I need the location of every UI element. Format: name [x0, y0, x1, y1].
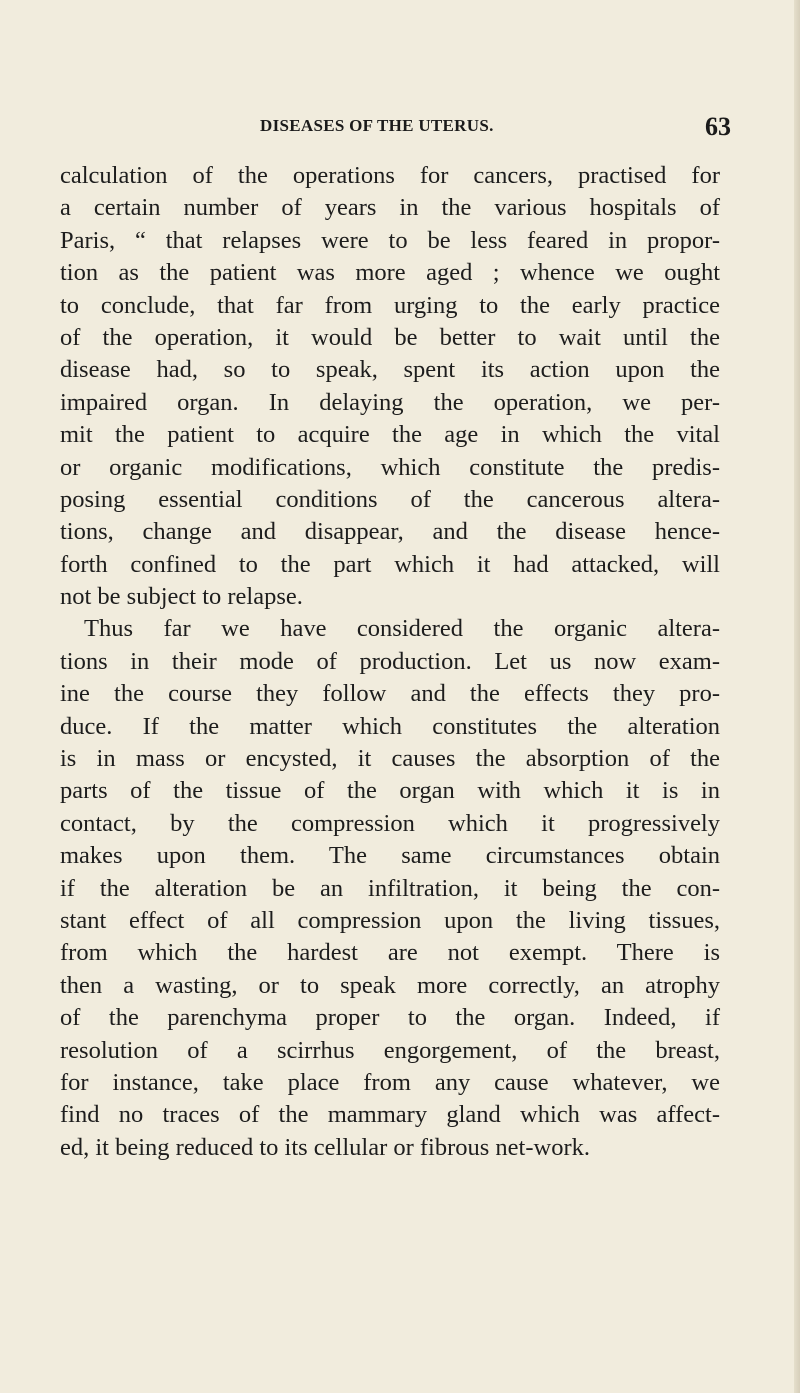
text-line: or organic modifications, which constitute the predis-	[60, 453, 720, 481]
text-line: is in mass or encysted, it causes the absorption of the	[60, 745, 720, 773]
paragraph-2	[60, 613, 720, 1164]
text-line: then a wasting, or to speak more correctly, an atrophy	[60, 971, 720, 999]
text-line: a certain number of years in the various hospitals of	[60, 194, 720, 222]
body-text	[60, 160, 720, 1164]
text-line: of the operation, it would be better to wait until the	[60, 323, 720, 351]
text-line: find no traces of the mammary gland which was affect-	[60, 1101, 720, 1129]
text-line: resolution of a scirrhus engorgement, of the breast,	[60, 1036, 720, 1064]
paragraph-1	[60, 160, 720, 613]
text-line: to conclude, that far from urging to the early practice	[60, 291, 720, 319]
text-line: not be subject to relapse.	[60, 583, 303, 611]
text-line: duce. If the matter which constitutes the alteration	[60, 712, 720, 740]
running-title: DISEASES OF THE UTERUS.	[260, 116, 494, 135]
text-line: impaired organ. In delaying the operation, we per-	[60, 388, 720, 416]
text-line: ine the course they follow and the effects they pro-	[60, 680, 720, 708]
text-line: tion as the patient was more aged ; whence we ought	[60, 259, 720, 287]
text-line: for instance, take place from any cause whatever, we	[60, 1068, 720, 1096]
text-line: stant effect of all compression upon the living tissues,	[60, 906, 720, 934]
text-line: makes upon them. The same circumstances obtain	[60, 842, 720, 870]
text-line: tions in their mode of production. Let us now exam-	[60, 647, 720, 675]
text-line: disease had, so to speak, spent its action upon the	[60, 356, 720, 384]
text-line: ed, it being reduced to its cellular or fibrous net-work.	[60, 1133, 590, 1161]
text-line: mit the patient to acquire the age in which the vital	[60, 421, 720, 449]
text-line: tions, change and disappear, and the disease hence-	[60, 518, 720, 546]
text-line: Thus far we have considered the organic altera-	[84, 615, 720, 643]
text-line: of the parenchyma proper to the organ. Indeed, if	[60, 1004, 720, 1032]
text-line: calculation of the operations for cancers, practised for	[60, 162, 720, 189]
page-edge-shadow	[794, 0, 800, 1393]
text-line: posing essential conditions of the cancerous altera-	[60, 485, 720, 513]
text-line: forth confined to the part which it had attacked, will	[60, 550, 720, 578]
text-line: if the alteration be an infiltration, it being the con-	[60, 874, 720, 902]
page-header	[0, 112, 800, 152]
text-line: from which the hardest are not exempt. There is	[60, 939, 720, 967]
text-line: parts of the tissue of the organ with which it is in	[60, 777, 720, 805]
text-line: contact, by the compression which it progressively	[60, 809, 720, 837]
text-line: Paris, “ that relapses were to be less feared in propor-	[60, 226, 720, 254]
page-number: 63	[705, 112, 731, 141]
